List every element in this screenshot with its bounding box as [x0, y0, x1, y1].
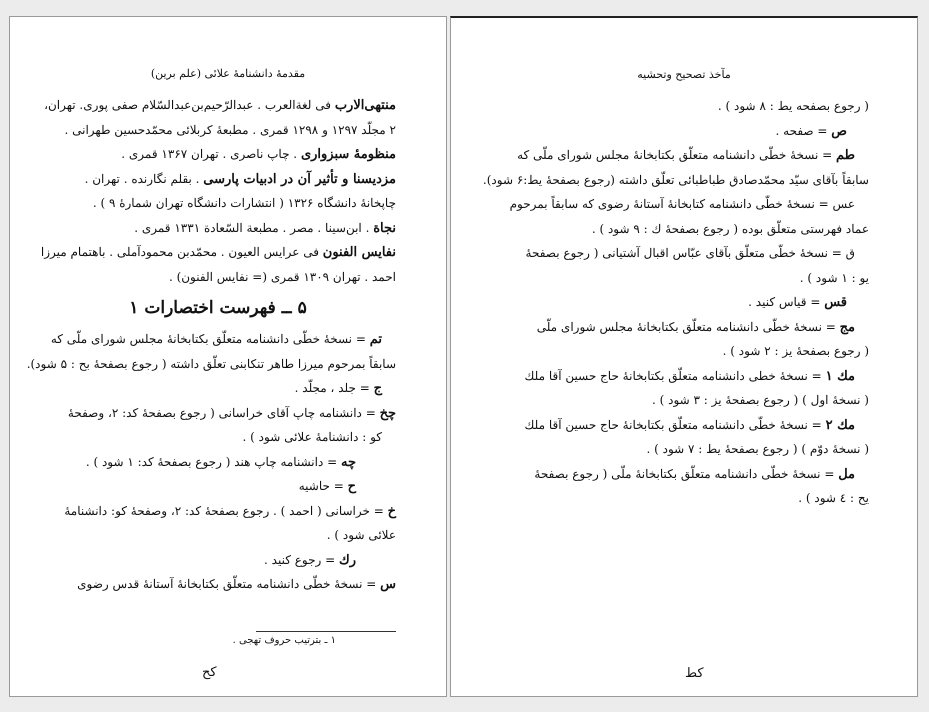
page-body [482, 94, 869, 511]
entry-text: = دانشنامه چاپ آقای خراسانی ( رجوع بصفحهٔ کد: ۲، وصفحهٔ [67, 405, 380, 420]
footnote-divider [256, 631, 396, 632]
text-line [40, 93, 396, 118]
text-line [491, 339, 869, 364]
entry-term: ح [347, 479, 356, 494]
bibliography-list [40, 93, 396, 289]
running-header: مقدمهٔ دانشنامهٔ علائی (علم برین) [150, 67, 306, 80]
entry-text: چاپخانهٔ دانشگاه ۱۳۲۶ ( انتشارات دانشگاه تهران شمارهٔ ۹ ) . [92, 196, 396, 210]
entry-term: مك ۱ [825, 368, 855, 384]
entry-text: = نسخهٔ خطی دانشنامه متعلّق بکتابخانهٔ حاج حسین آقا ملك [524, 368, 826, 383]
text-line [40, 191, 396, 216]
abbreviation-list [26, 327, 396, 597]
text-line [491, 266, 869, 291]
footnote: ۱ ـ بترتیب حروف تهجی . [232, 635, 336, 646]
text-line [491, 290, 869, 315]
entry-text: عماد فهرستی متعلّق بوده ( رجوع بصفحهٔ ك : ۹ شود ) . [591, 221, 869, 236]
entry-text: ۲ مجلّد ۱۲۹۷ و ۱۲۹۸ قمری . مطبعهٔ کربلائی محمّدحسین طهرانی . [64, 122, 396, 137]
text-line [40, 401, 396, 426]
text-line [491, 192, 869, 217]
text-line [491, 119, 869, 144]
text-line [491, 413, 869, 438]
section-title: ۵ ــ فهرست اختصارات ۱ [129, 298, 307, 318]
abbreviation-list [482, 94, 869, 511]
text-line [40, 376, 396, 401]
entry-text: = رجوع کنید . [264, 552, 339, 567]
entry-term: مج [839, 319, 855, 335]
entry-term: مل [838, 466, 855, 482]
text-line [40, 167, 396, 192]
text-line [40, 499, 396, 524]
text-line [491, 364, 869, 389]
entry-term: س [380, 577, 396, 592]
entry-term: نفایس الفنون [322, 245, 396, 260]
text-line [40, 216, 396, 241]
text-line [40, 474, 396, 499]
entry-text: = قیاس کنید . [748, 295, 825, 309]
entry-text: = جلد ، مجلّد . [294, 381, 374, 395]
entry-text: سابقاً بمرحوم میرزا طاهر تنکابنی تعلّق داشته ( رجوع بصفحهٔ بح : ۵ شود). [26, 356, 396, 371]
entry-text: = دانشنامه چاپ هند ( رجوع بصفحهٔ کد: ۱ شود ) . [85, 454, 341, 469]
text-line [491, 143, 869, 168]
text-line [40, 572, 396, 597]
entry-text: = نسخهٔ خطّی دانشنامه متعلّق بکتابخانهٔ آستانهٔ قدس رضوی [77, 577, 381, 591]
entry-text: = حاشیه [298, 479, 348, 493]
entry-text: = نسخهٔ خطّی دانشنامه متعلّق بکتابخانهٔ مجلس شورای ملّی [536, 319, 840, 334]
text-line [40, 450, 396, 475]
text-line [491, 462, 869, 487]
entry-text: کو : دانشنامهٔ علائی شود ) . [242, 430, 382, 444]
text-line [482, 168, 869, 193]
text-line [26, 352, 396, 377]
entry-text: = نسخهٔ خطّی دانشنامه متعلّق بکتابخانهٔ مجلس شورای ملّی که [517, 148, 836, 162]
entry-term: ج [373, 381, 382, 396]
page-body [26, 93, 396, 597]
entry-text: = نسخهٔ خطّی دانشنامه متعلّق بکتابخانهٔ حاج حسین آقا ملك [524, 417, 826, 432]
entry-term: خ [387, 503, 396, 519]
entry-term: منظومهٔ سبزواری [300, 147, 396, 162]
left-page [9, 16, 447, 697]
entry-term: طم [836, 148, 855, 163]
entry-term: قس [824, 295, 847, 310]
entry-text: ( رجوع بصفحه یط : ۸ شود ) . [717, 99, 869, 113]
entry-term: چخ [379, 405, 396, 421]
text-line [491, 94, 869, 119]
entry-term: ص [831, 123, 847, 139]
text-line [491, 388, 869, 413]
entry-text: = نسخهٔ خطّی دانشنامه متعلّق بکتابخانهٔ ملّی ( رجوع بصفحهٔ [534, 466, 839, 481]
text-line [491, 241, 869, 266]
entry-text: ( نسخهٔ دوّم ) ( رجوع بصفحهٔ یط : ۷ شود ) . [646, 442, 869, 456]
entry-text: یح : ٤ شود ) . [798, 491, 869, 505]
entry-term: نجاة [373, 220, 396, 236]
text-line [491, 315, 869, 340]
entry-text: ( رجوع بصفحهٔ یز : ۲ شود ) . [722, 344, 869, 358]
text-line [491, 486, 869, 511]
entry-text: عس = نسخهٔ خطّی دانشنامه کتابخانهٔ آستانهٔ رضوی که سابقاً بمرحوم [509, 197, 855, 211]
entry-text: سابقاً بآقای سیّد محمّدصادق طباطبائی تعلّق داشته (رجوع بصفحهٔ یط:۶ شود). [482, 172, 869, 187]
entry-text: ق = نسخهٔ خطّی متعلّق بآقای عبّاس اقبال آشتیانی ( رجوع بصفحهٔ [525, 246, 855, 260]
entry-text: . بقلم نگارنده . تهران . [84, 171, 204, 186]
page-number: کط [685, 666, 704, 681]
entry-text: ( نسخهٔ اول ) ( رجوع بصفحهٔ یز : ۳ شود ) . [651, 393, 869, 407]
entry-term: چه [340, 454, 356, 470]
right-page [450, 16, 918, 697]
text-line [40, 425, 396, 450]
entry-term: رك [339, 552, 356, 568]
text-line [491, 437, 869, 462]
page-number: کح [202, 665, 217, 680]
entry-text: = نسخهٔ خطّی دانشنامه متعلّق بکتابخانهٔ مجلس شورای ملّی که [50, 332, 370, 346]
entry-text: = خراسانی ( احمد ) . رجوع بصفحهٔ کد: ۲، وصفحهٔ کو: دانشنامهٔ [64, 503, 388, 518]
entry-term: تم [369, 332, 382, 347]
text-line [40, 118, 396, 143]
text-line [40, 240, 396, 265]
text-line [40, 142, 396, 167]
entry-term: مك ۲ [825, 417, 855, 433]
entry-term: منتهی‌الارب [334, 98, 396, 113]
entry-text: = صفحه . [775, 123, 832, 138]
entry-text: فی لغة‌العرب . عبدالرّحیم‌بن‌عبدالسّلام صفی پوری. تهران، [44, 98, 335, 112]
entry-text: . چاپ ناصری . تهران ۱۳۶۷ قمری . [121, 147, 301, 161]
text-line [40, 523, 396, 548]
entry-text: علائی شود ) . [326, 528, 396, 542]
text-line [40, 265, 396, 290]
text-line [491, 217, 869, 242]
text-line [40, 548, 396, 573]
entry-term: مزدیسنا و تأثیر آن در ادبیات پارسی [203, 171, 396, 187]
running-header: مآخذ تصحیح وتحشیه [637, 68, 731, 81]
entry-text: . ابن‌سینا . مصر . مطبعة السّعادة ۱۳۳۱ قمری . [134, 220, 374, 235]
entry-text: یو : ۱ شود ) . [799, 270, 869, 285]
entry-text: فی عرایس العیون . محمّدبن محمودآملی . باهتمام میرزا [40, 245, 323, 259]
text-line [40, 327, 396, 352]
entry-text: احمد . تهران ۱۳۰۹ قمری (= نفایس الفنون) . [168, 269, 396, 284]
